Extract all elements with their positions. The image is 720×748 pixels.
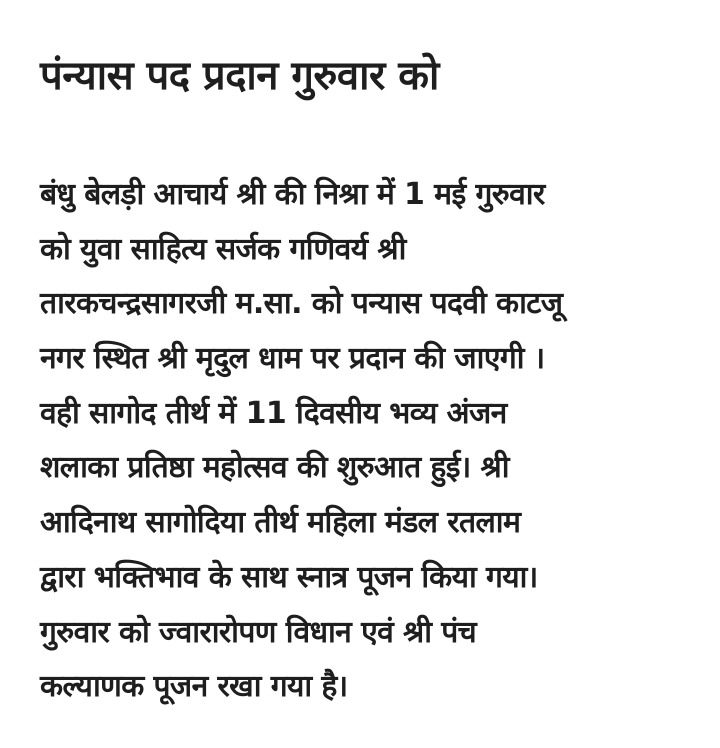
body-line: बंधु बेलड़ी आचार्य श्री की निश्रा में 1 मई गुरुवार (40, 177, 545, 212)
body-line: नगर स्थित श्री मृदुल धाम पर प्रदान की जाएगी । (40, 341, 545, 377)
body-line: द्वारा भक्तिभाव के साथ स्नात्र पूजन किया गया। (40, 559, 538, 595)
article-headline: पंन्यास पद प्रदान गुरुवार को (40, 53, 439, 99)
article-body (40, 168, 710, 715)
body-line: शलाका प्रतिष्ठा महोत्सव की शुरुआत हुई। श्री (40, 450, 509, 486)
body-line: तारकचन्द्रसागरजी म.सा. को पन्यास पदवी काटजू (40, 286, 563, 322)
body-line: गुरुवार को ज्वारारोपण विधान एवं श्री पंच (40, 614, 477, 650)
body-line: को युवा साहित्य सर्जक गणिवर्य श्री (40, 231, 406, 267)
body-line: कल्याणक पूजन रखा गया है। (40, 669, 348, 705)
body-line: वही सागोद तीर्थ में 11 दिवसीय भव्य अंजन (40, 395, 507, 431)
body-line: आदिनाथ सागोदिया तीर्थ महिला मंडल रतलाम (40, 505, 521, 541)
